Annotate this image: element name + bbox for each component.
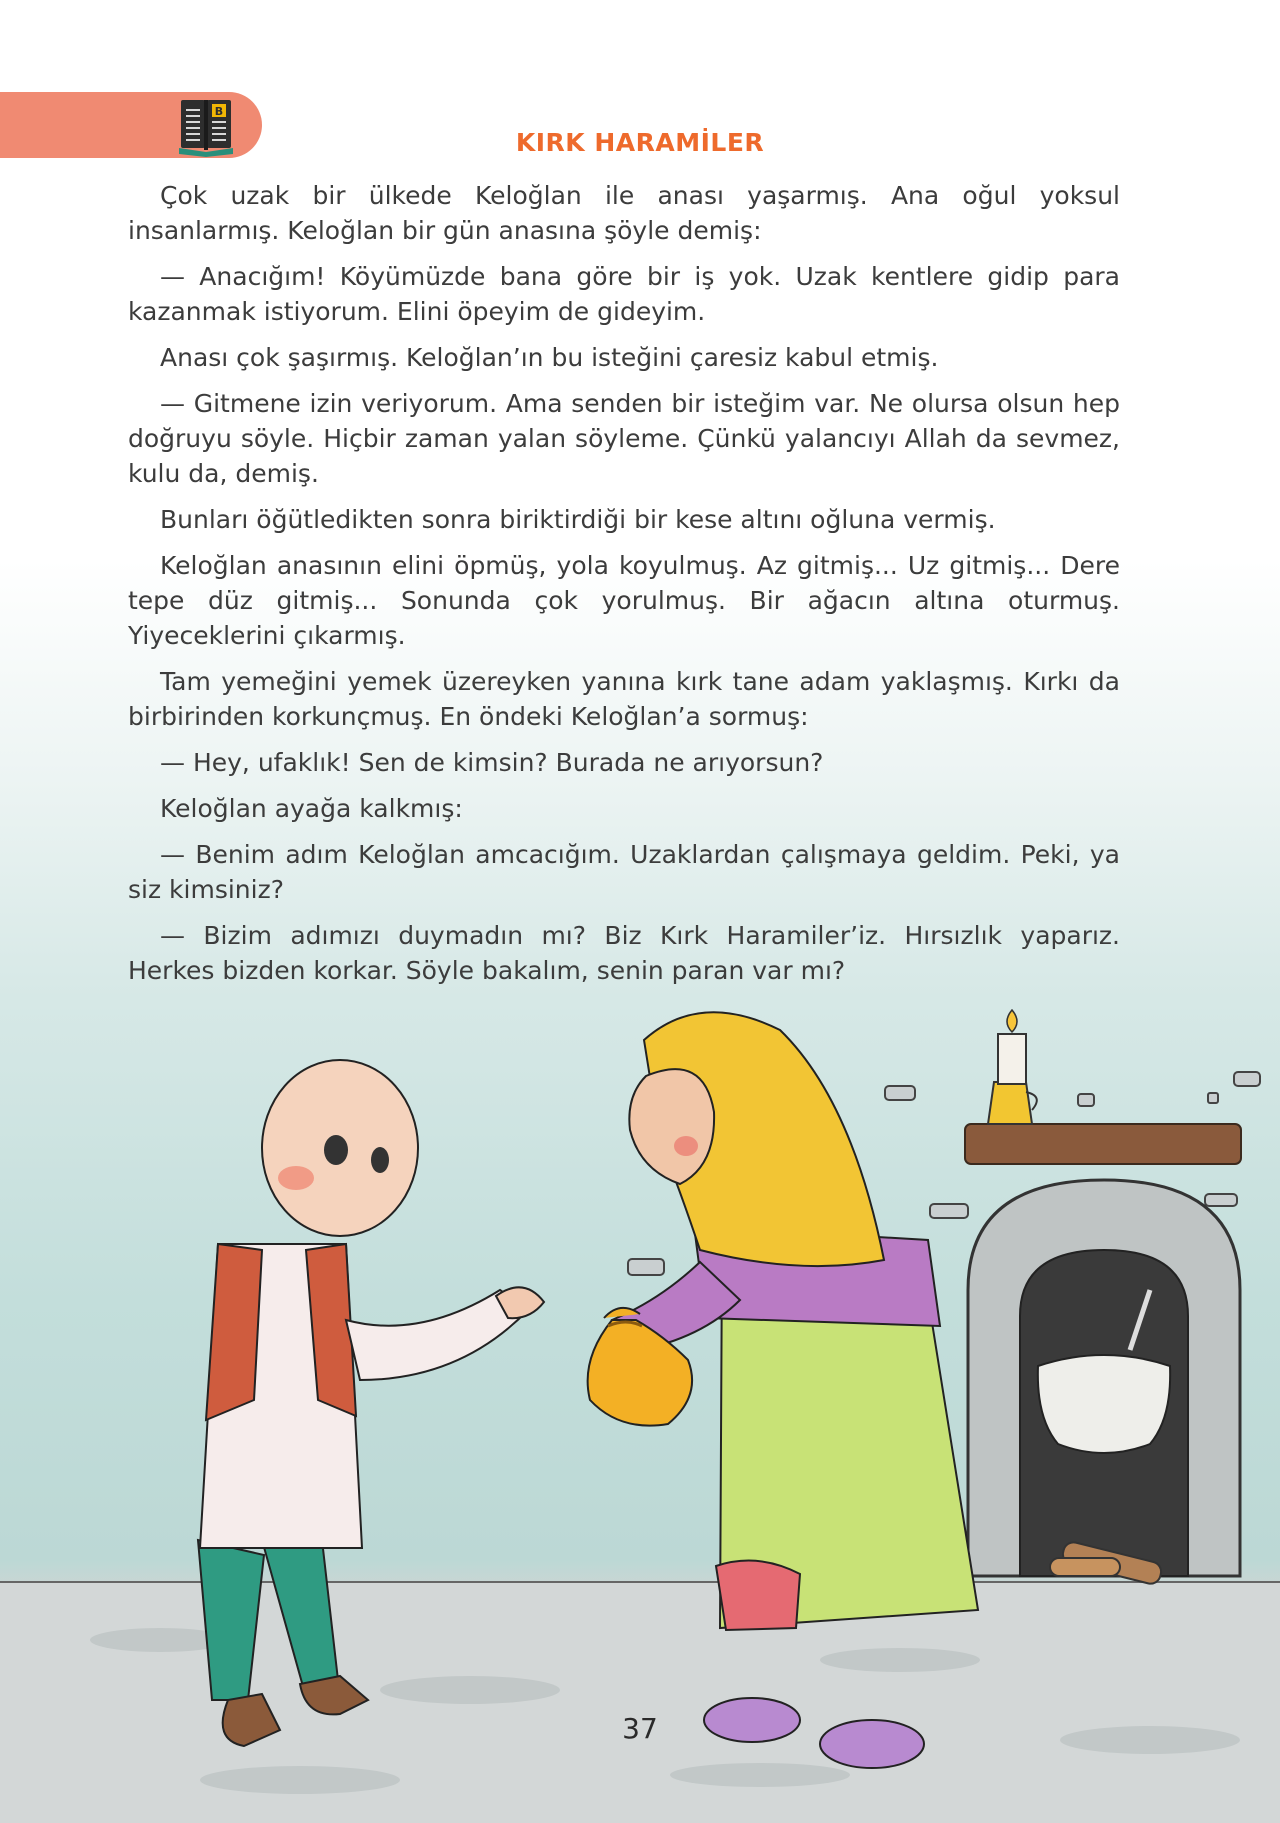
fireplace bbox=[968, 1180, 1240, 1586]
paragraph: Keloğlan ayağa kalkmış: bbox=[160, 794, 463, 823]
paragraph: — Gitmene izin veriyorum. Ama senden bir isteğim var. Ne olursa olsun hep doğruyu söyle. Hiçbir zaman yalan söyleme. Çünkü yalancıyı Allah da sevmez, kulu da, demiş. bbox=[128, 389, 1120, 488]
paragraph: Bunları öğütledikten sonra biriktirdiği bir kese altını oğluna vermiş. bbox=[160, 505, 996, 534]
shelf-with-candle bbox=[965, 1010, 1241, 1164]
paragraph: — Bizim adımızı duymadın mı? Biz Kırk Haramiler’iz. Hırsızlık yaparız. Herkes bizden korkar. Söyle bakalım, senin paran var mı? bbox=[128, 921, 1120, 985]
paragraph: Tam yemeğini yemek üzereyken yanına kırk tane adam yaklaşmış. Kırkı da birbirinden korkunçmuş. En öndeki Keloğlan’a sormuş: bbox=[128, 667, 1120, 731]
stone-floor bbox=[0, 1582, 1280, 1823]
paragraph: Keloğlan anasının elini öpmüş, yola koyulmuş. Az gitmiş... Uz gitmiş... Dere tepe düz gitmiş... Sonunda çok yorulmuş. Bir ağacın altına oturmuş. Yiyeceklerini çıkarmış. bbox=[128, 551, 1120, 650]
paragraph: Çok uzak bir ülkede Keloğlan ile anası yaşarmış. Ana oğul yoksul insanlarmış. Keloğlan bir gün anasına şöyle demiş: bbox=[128, 181, 1120, 245]
paragraph: Anası çok şaşırmış. Keloğlan’ın bu isteğini çaresiz kabul etmiş. bbox=[160, 343, 939, 372]
page-title: KIRK HARAMİLER bbox=[515, 128, 765, 157]
book-letter: B bbox=[214, 105, 224, 118]
page-number: 37 bbox=[622, 1712, 658, 1745]
story-illustration bbox=[0, 990, 1280, 1823]
paragraph: — Benim adım Keloğlan amcacığım. Uzaklardan çalışmaya geldim. Peki, ya siz kimsiniz? bbox=[128, 840, 1120, 904]
paragraph: — Hey, ufaklık! Sen de kimsin? Burada ne arıyorsun? bbox=[160, 748, 824, 777]
story-text bbox=[128, 178, 1120, 999]
paragraph: — Anacığım! Köyümüzde bana göre bir iş yok. Uzak kentlere gidip para kazanmak istiyorum. Elini öpeyim de gideyim. bbox=[128, 262, 1120, 326]
